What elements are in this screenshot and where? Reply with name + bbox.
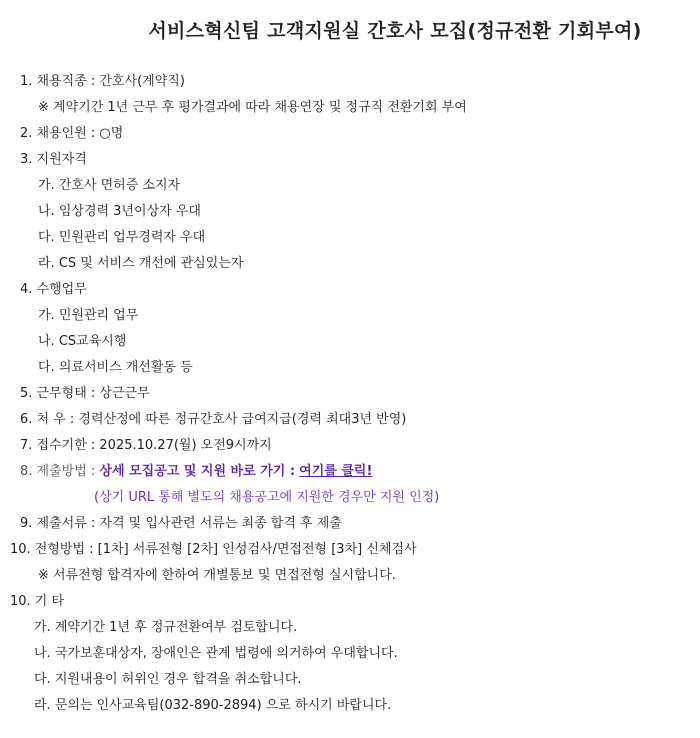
page-title: 서비스혁신팀 고객지원실 간호사 모집(정규전환 기회부여) [148, 20, 642, 42]
etc-d: 라. 문의는 인사교육팀(032-890-2894) 으로 하시기 바랍니다. [34, 698, 392, 713]
duty-c: 다. 의료서비스 개선활동 등 [38, 360, 193, 375]
item-work-type: 5. 근무형태 : 상근근무 [20, 386, 150, 401]
item-etc: 10. 기 타 [10, 594, 65, 609]
etc-c: 다. 지원내용이 허위인 경우 합격을 취소합니다. [34, 672, 302, 687]
submission-label: 8. 제출방법 : [20, 464, 96, 479]
item-job-type: 1. 채용직종 : 간호사(계약직) [20, 74, 185, 89]
selection-note: ※ 서류전형 합격자에 한하여 개별통보 및 면접전형 실시합니다. [38, 568, 396, 583]
qualification-b: 나. 임상경력 3년이상자 우대 [38, 204, 201, 219]
etc-a: 가. 계약기간 1년 후 정규전환여부 검토합니다. [34, 620, 298, 635]
item-headcount: 2. 채용인원 : ○명 [20, 126, 124, 141]
submission-instruction: 상세 모집공고 및 지원 바로 가기 : [99, 464, 296, 479]
apply-link[interactable]: 여기를 클릭! [299, 464, 373, 479]
item-deadline: 7. 접수기한 : 2025.10.27(월) 오전9시까지 [20, 438, 272, 453]
item-documents: 9. 제출서류 : 자격 및 입사관련 서류는 최종 합격 후 제출 [20, 516, 342, 531]
item-qualification: 3. 지원자격 [20, 152, 87, 167]
item-duties: 4. 수행업무 [20, 282, 87, 297]
submission-note: (상기 URL 통해 별도의 채용공고에 지원한 경우만 지원 인정) [94, 490, 440, 505]
qualification-c: 다. 민원관리 업무경력자 우대 [38, 230, 206, 245]
qualification-d: 라. CS 및 서비스 개선에 관심있는자 [38, 256, 244, 271]
duty-a: 가. 민원관리 업무 [38, 308, 139, 323]
item-compensation: 6. 처 우 : 경력산정에 따른 정규간호사 급여지급(경력 최대3년 반영) [20, 412, 407, 427]
item-selection: 10. 전형방법 : [1차] 서류전형 [2차] 인성검사/면접전형 [3차] 신체검사 [10, 542, 417, 557]
item-job-type-note: ※ 계약기간 1년 근무 후 평가결과에 따라 채용연장 및 정규직 전환기회 부여 [38, 100, 467, 115]
duty-b: 나. CS교육시행 [38, 334, 127, 349]
etc-b: 나. 국가보훈대상자, 장애인은 관계 법령에 의거하여 우대합니다. [34, 646, 398, 661]
item-submission [20, 464, 372, 480]
qualification-a: 가. 간호사 면허증 소지자 [38, 178, 181, 193]
